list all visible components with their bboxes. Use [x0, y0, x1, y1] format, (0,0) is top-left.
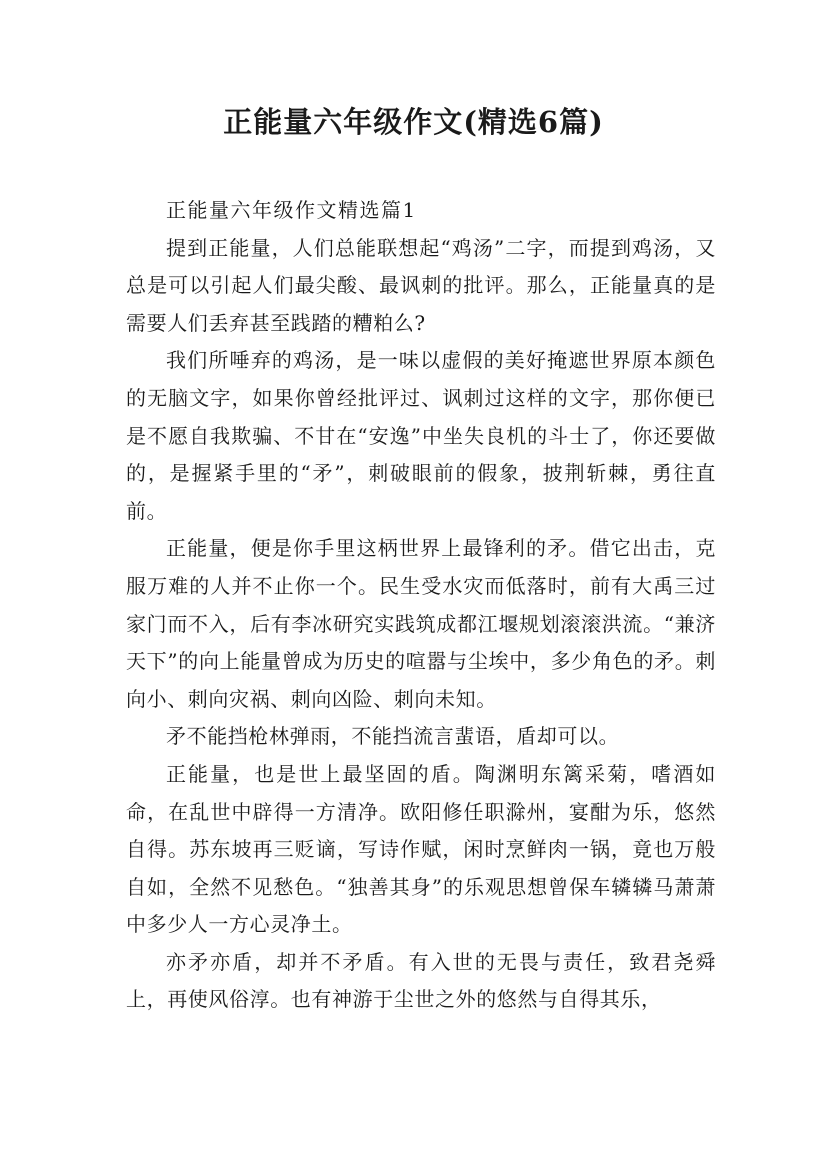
- section-heading: 正能量六年级作文精选篇1: [166, 198, 417, 222]
- paragraph-5: 正能量，也是世上最坚固的盾。陶渊明东篱采菊，嗜酒如命，在乱世中辟得一方清净。欧阳修任职滁州，宴酣为乐，悠然自得。苏东坡再三贬谪，写诗作赋，闲时烹鲜肉一锅，竟也万般自如，全然不见愁色。“独善其身”的乐观思想曾保车辚辚马萧萧中多少人一方心灵净土。: [126, 761, 716, 937]
- document-title: 正能量六年级作文(精选6篇): [223, 105, 604, 139]
- paragraph-2: 我们所唾弃的鸡汤，是一味以虚假的美好掩遮世界原本颜色的无脑文字，如果你曾经批评过、讽刺过这样的文字，那你便已是不愿自我欺骗、不甘在“安逸”中坐失良机的斗士了，你还要做的，是握紧手里的“矛”，刺破眼前的假象，披荆斩棘，勇往直前。: [126, 348, 716, 523]
- document-body: [126, 192, 716, 1019]
- paragraph-3: 正能量，便是你手里这柄世界上最锋利的矛。借它出击，克服万难的人并不止你一个。民生受水灾而低落时，前有大禹三过家门而不入，后有李冰研究实践筑成都江堰规划滚滚洪流。“兼济天下”的向上能量曾成为历史的喧嚣与尘埃中，多少角色的矛。刺向小、刺向灾祸、刺向凶险、刺向未知。: [126, 536, 716, 711]
- paragraph-4: 矛不能挡枪林弹雨，不能挡流言蜚语，盾却可以。: [166, 724, 620, 749]
- paragraph-6: 亦矛亦盾，却并不矛盾。有入世的无畏与责任，致君尧舜上，再使风俗淳。也有神游于尘世之外的悠然与自得其乐，: [126, 949, 716, 1012]
- paragraph-1: 提到正能量，人们总能联想起“鸡汤”二字，而提到鸡汤，又总是可以引起人们最尖酸、最讽刺的批评。那么，正能量真的是需要人们丢弃甚至践踏的糟粕么?: [126, 235, 716, 335]
